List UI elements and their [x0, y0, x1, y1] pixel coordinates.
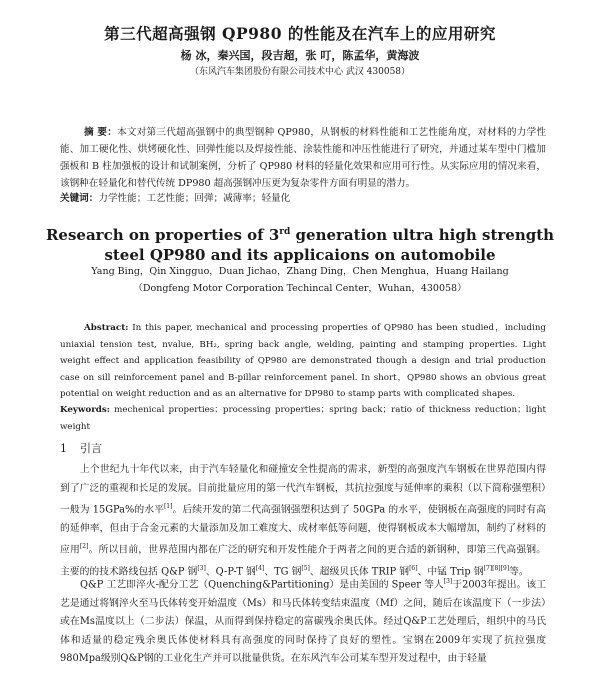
intro-text: 、超级贝氏体 TRIP 钢 — [309, 566, 410, 578]
citation: [7][8][9] — [483, 565, 510, 573]
chinese-abstract — [60, 124, 546, 192]
intro-text: Q&P 工艺即淬火-配分工艺（Quenching&Partitioning）是由美国的 Speer 等人 — [80, 579, 444, 591]
section-title: 引言 — [80, 442, 102, 455]
chinese-keywords-text: 力学性能；工艺性能；回弹；减薄率；轻量化 — [98, 193, 291, 204]
citation: [3] — [197, 565, 206, 573]
intro-paragraph-1 — [60, 461, 546, 582]
intro-text: 上个世纪九十年代以来，由于汽车轻量化和碰撞安全性提高的需求，新型的高强度汽车钢板在世界范围内得到了广泛的重视和长足的发展。目前批量应用的第一代汽车钢板，其抗拉强度与延伸率的乘积（以下简称强塑积）一般为 15GPa%的水平 — [60, 464, 546, 516]
intro-paragraph-2 — [60, 573, 546, 669]
section-heading — [60, 440, 102, 456]
english-authors: Yang Bing，Qin Xingguo，Duan Jichao，Zhang Ding，Chen Menghua，Huang Hailang — [91, 266, 509, 277]
chinese-abstract-text: 本文对第三代超高强钢中的典型钢种 QP980，从钢板的材料性能和工艺性能角度，对材料的力学性能、加工硬化性、烘烤硬化性、回弹性能以及焊接性能、涂装性能和冲压性能进行了研究，并通过某车型中门槛加强板和 B 柱加强板的设计和试制案例，分析了 QP980 材料的轻量化效果和应用可行性。从实际应用的情况来看，该钢种在轻量化和替代传统 DP980 超高强钢冲压更为复杂零件方面有明显的潜力。 — [60, 127, 547, 189]
citation: [1] — [163, 503, 173, 510]
english-title-part2: generation ultra high strength steel QP980 and its applicaions on automobile — [104, 226, 555, 264]
intro-text: 、中锰 Trip 钢 — [417, 566, 484, 578]
citation: [6] — [409, 565, 418, 573]
chinese-abstract-label: 摘 要： — [84, 127, 118, 138]
intro-text: 等。 — [509, 566, 529, 578]
citation: [4] — [255, 565, 265, 573]
english-abstract-text: In this paper, mechanical and processing properties of QP980 has been studied，including uniaxial tension test, nvalue, BH₂, spring back angle, welding, painting and stamping properties. Light weight effect and application feasibility of QP980 are demonstrated though a design and trial production case on sill reinforcement panel and B-pillar reinforcement panel. In short，QP980 shows an obvious great potential on weight reduction and as an alternative for DP980 to stamp parts with complicated shapes. — [60, 323, 546, 400]
intro-text: 、TG 钢 — [264, 566, 302, 578]
citation: [3] — [443, 578, 453, 585]
citation: [5] — [301, 565, 310, 573]
english-abstract — [60, 320, 546, 403]
english-title-part1: Research on properties of 3 — [45, 226, 280, 244]
english-keywords — [60, 402, 546, 436]
english-title-superscript: rd — [279, 227, 291, 237]
intro-text: 。后续开发的第二代高强钢强塑积达到了 50GPa 的水平，使钢板在高强度的同时有高的延伸率，但由于合金元素的大量添加及加工难度大、成材率低等问题，使得钢板成本大幅增加，制约了材料的应用 — [60, 504, 546, 556]
intro-text: 、Q-P-T 钢 — [205, 566, 256, 578]
intro-text: 。所以目前，世界范围内都在广泛的研究和开发性能介于两者之间的更合适的新钢种，即第三代高强钢。主要的的技术路线包括 Q&P 钢 — [60, 544, 547, 578]
english-affiliation: （Dongfeng Motor Corporation Techincal Center，Wuhan，430058） — [133, 283, 467, 294]
english-title — [40, 222, 560, 265]
english-abstract-label: Abstract: — [84, 323, 129, 333]
intro-text: 于2003年提出。该工艺是通过将钢淬火至马氏体转变开始温度（Ms）和马氏体转变结束温度（Mf）之间，随后在该温度下（一步法）或在Ms温度以上（二步法）保温，从而得到保持稳定的富碳残余奥氏体。经过Q&P工艺处理后，组织中的马氏体和适量的稳定残余奥氏体使材料具有高强度的同时保持了良好的塑性。宝钢在2009年实现了抗拉强度980Mpa级别Q&P钢的工业化生产并可以批量供货。在东风汽车公司某车型开发过程中，由于轻量 — [60, 579, 546, 665]
english-keywords-text: mechenical properties；processing properties；spring back；ratio of thickness reduction；light weight — [60, 405, 546, 432]
chinese-affiliation: （东风汽车集团股份有限公司技术中心 武汉 430058） — [189, 67, 411, 77]
chinese-title: 第三代超高强钢 QP980 的性能及在汽车上的应用研究 — [104, 24, 496, 43]
chinese-keywords — [60, 190, 546, 204]
citation: [2] — [79, 543, 89, 551]
section-number: 1 — [60, 442, 67, 455]
chinese-authors: 杨 冰，秦兴国，段吉超，张 叮，陈孟华，黄海波 — [180, 49, 420, 62]
chinese-keywords-label: 关键词： — [60, 193, 99, 204]
english-keywords-label: Keywords: — [60, 405, 110, 415]
